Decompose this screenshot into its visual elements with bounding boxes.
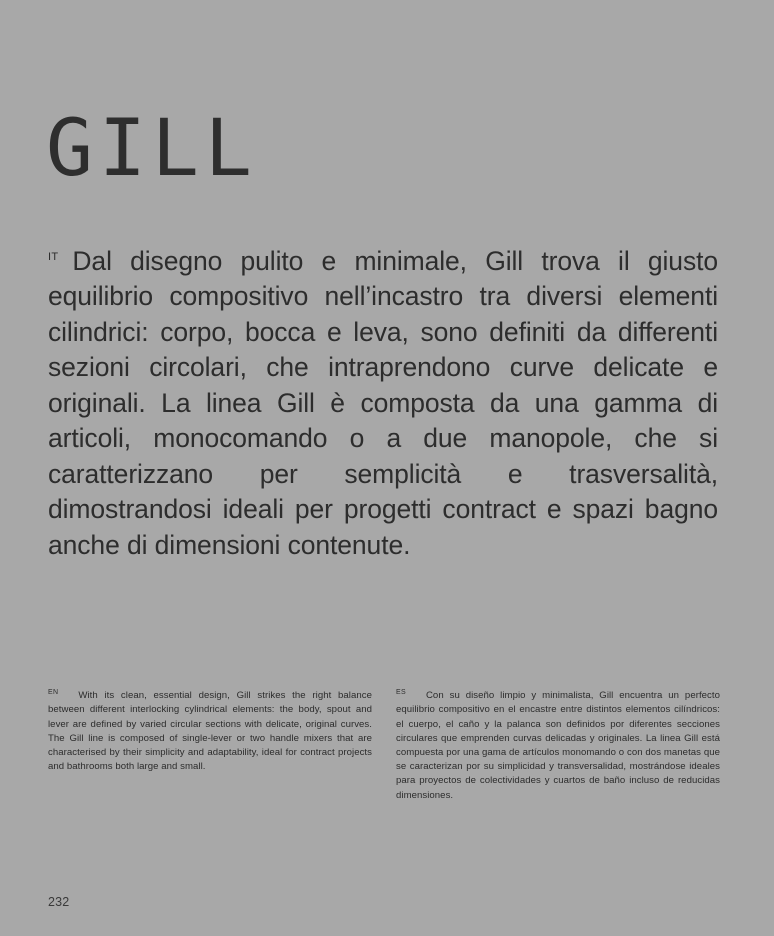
language-tag-it: IT	[48, 251, 59, 263]
translation-text-en: With its clean, essential design, Gill strikes the right balance between different interlocking cylindrical elements: the body, spout and lever are defined by varied circular sections with delicate, original curves. The Gill line is composed of single-lever or two handle mixers that are characterised by their simplicity and adaptability, ideal for contract projects and bathrooms both large and small.	[48, 690, 372, 773]
language-tag-en: EN	[48, 689, 59, 696]
translation-column-en	[48, 686, 372, 803]
lead-paragraph	[48, 240, 718, 563]
page-title: GILL	[46, 104, 258, 195]
translation-paragraph	[396, 686, 720, 803]
lead-paragraph-block	[48, 240, 718, 563]
translation-paragraph	[48, 686, 372, 774]
translation-column-es	[396, 686, 720, 803]
translation-columns	[48, 686, 720, 803]
language-tag-es: ES	[396, 689, 406, 696]
translation-text-es: Con su diseño limpio y minimalista, Gill encuentra un perfecto equilibrio compositivo en el encastre entre distintos elementos cilíndricos: el cuerpo, el caño y la palanca son definidos por diferentes secciones circulares que emprenden curvas delicadas y originales. La linea Gill está compuesta por una gama de artículos monomando o con dos manetas que se caracterizan por su simplicidad y transversalidad, mostrándose ideales para proyectos de colectividades y cuartos de baño incluso de reducidas dimensiones.	[396, 690, 720, 801]
page-number: 232	[48, 895, 70, 909]
lead-paragraph-text: Dal disegno pulito e minimale, Gill trova il giusto equilibrio compositivo nell’incastro tra diversi elementi cilindrici: corpo, bocca e leva, sono definiti da differenti sezioni circolari, che intraprendono curve delicate e originali. La linea Gill è composta da una gamma di articoli, monocomando o a due manopole, che si caratterizzano per semplicità e trasversalità, dimostrandosi ideali per progetti contract e spazi bagno anche di dimensioni contenute.	[48, 245, 718, 560]
